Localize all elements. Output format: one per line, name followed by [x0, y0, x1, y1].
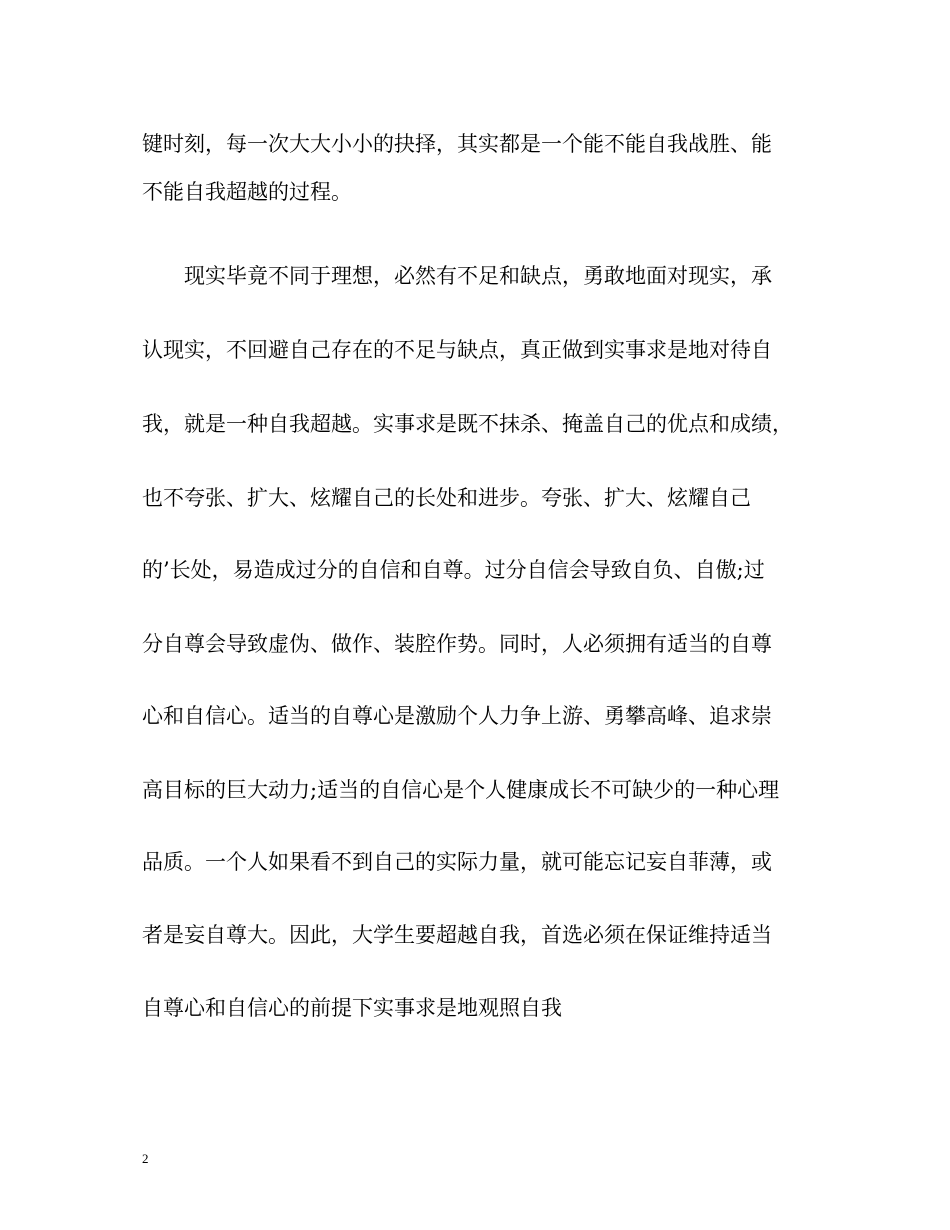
text-line: 的’长处，易造成过分的自信和自尊。过分自信会导致自负、自傲;过	[142, 558, 765, 582]
text-line: 也不夸张、扩大、炫耀自己的长处和进步。夸张、扩大、炫耀自己	[142, 486, 751, 510]
text-line: 现实毕竟不同于理想，必然有不足和缺点，勇敢地面对现实，承	[142, 264, 772, 288]
text-line: 我，就是一种自我超越。实事求是既不抹杀、掩盖自己的优点和成绩，	[142, 412, 793, 436]
text-line: 不能自我超越的过程。	[142, 180, 352, 204]
text-line: 品质。一个人如果看不到自己的实际力量，就可能忘记妄自菲薄，或	[142, 850, 772, 874]
text-line: 认现实，不回避自己存在的不足与缺点，真正做到实事求是地对待自	[142, 338, 772, 362]
text-line: 键时刻，每一次大大小小的抉择，其实都是一个能不能自我战胜、能	[142, 132, 772, 156]
page-number: 2	[142, 1151, 149, 1166]
text-line: 分自尊会导致虚伪、做作、装腔作势。同时，人必须拥有适当的自尊	[142, 632, 772, 656]
text-line: 自尊心和自信心的前提下实事求是地观照自我	[142, 996, 562, 1020]
text-line: 者是妄自尊大。因此，大学生要超越自我，首选必须在保证维持适当	[142, 923, 772, 947]
text-line: 高目标的巨大动力;适当的自信心是个人健康成长不可缺少的一种心理	[142, 778, 780, 802]
text-line: 心和自信心。适当的自尊心是激励个人力争上游、勇攀高峰、追求崇	[142, 704, 772, 728]
